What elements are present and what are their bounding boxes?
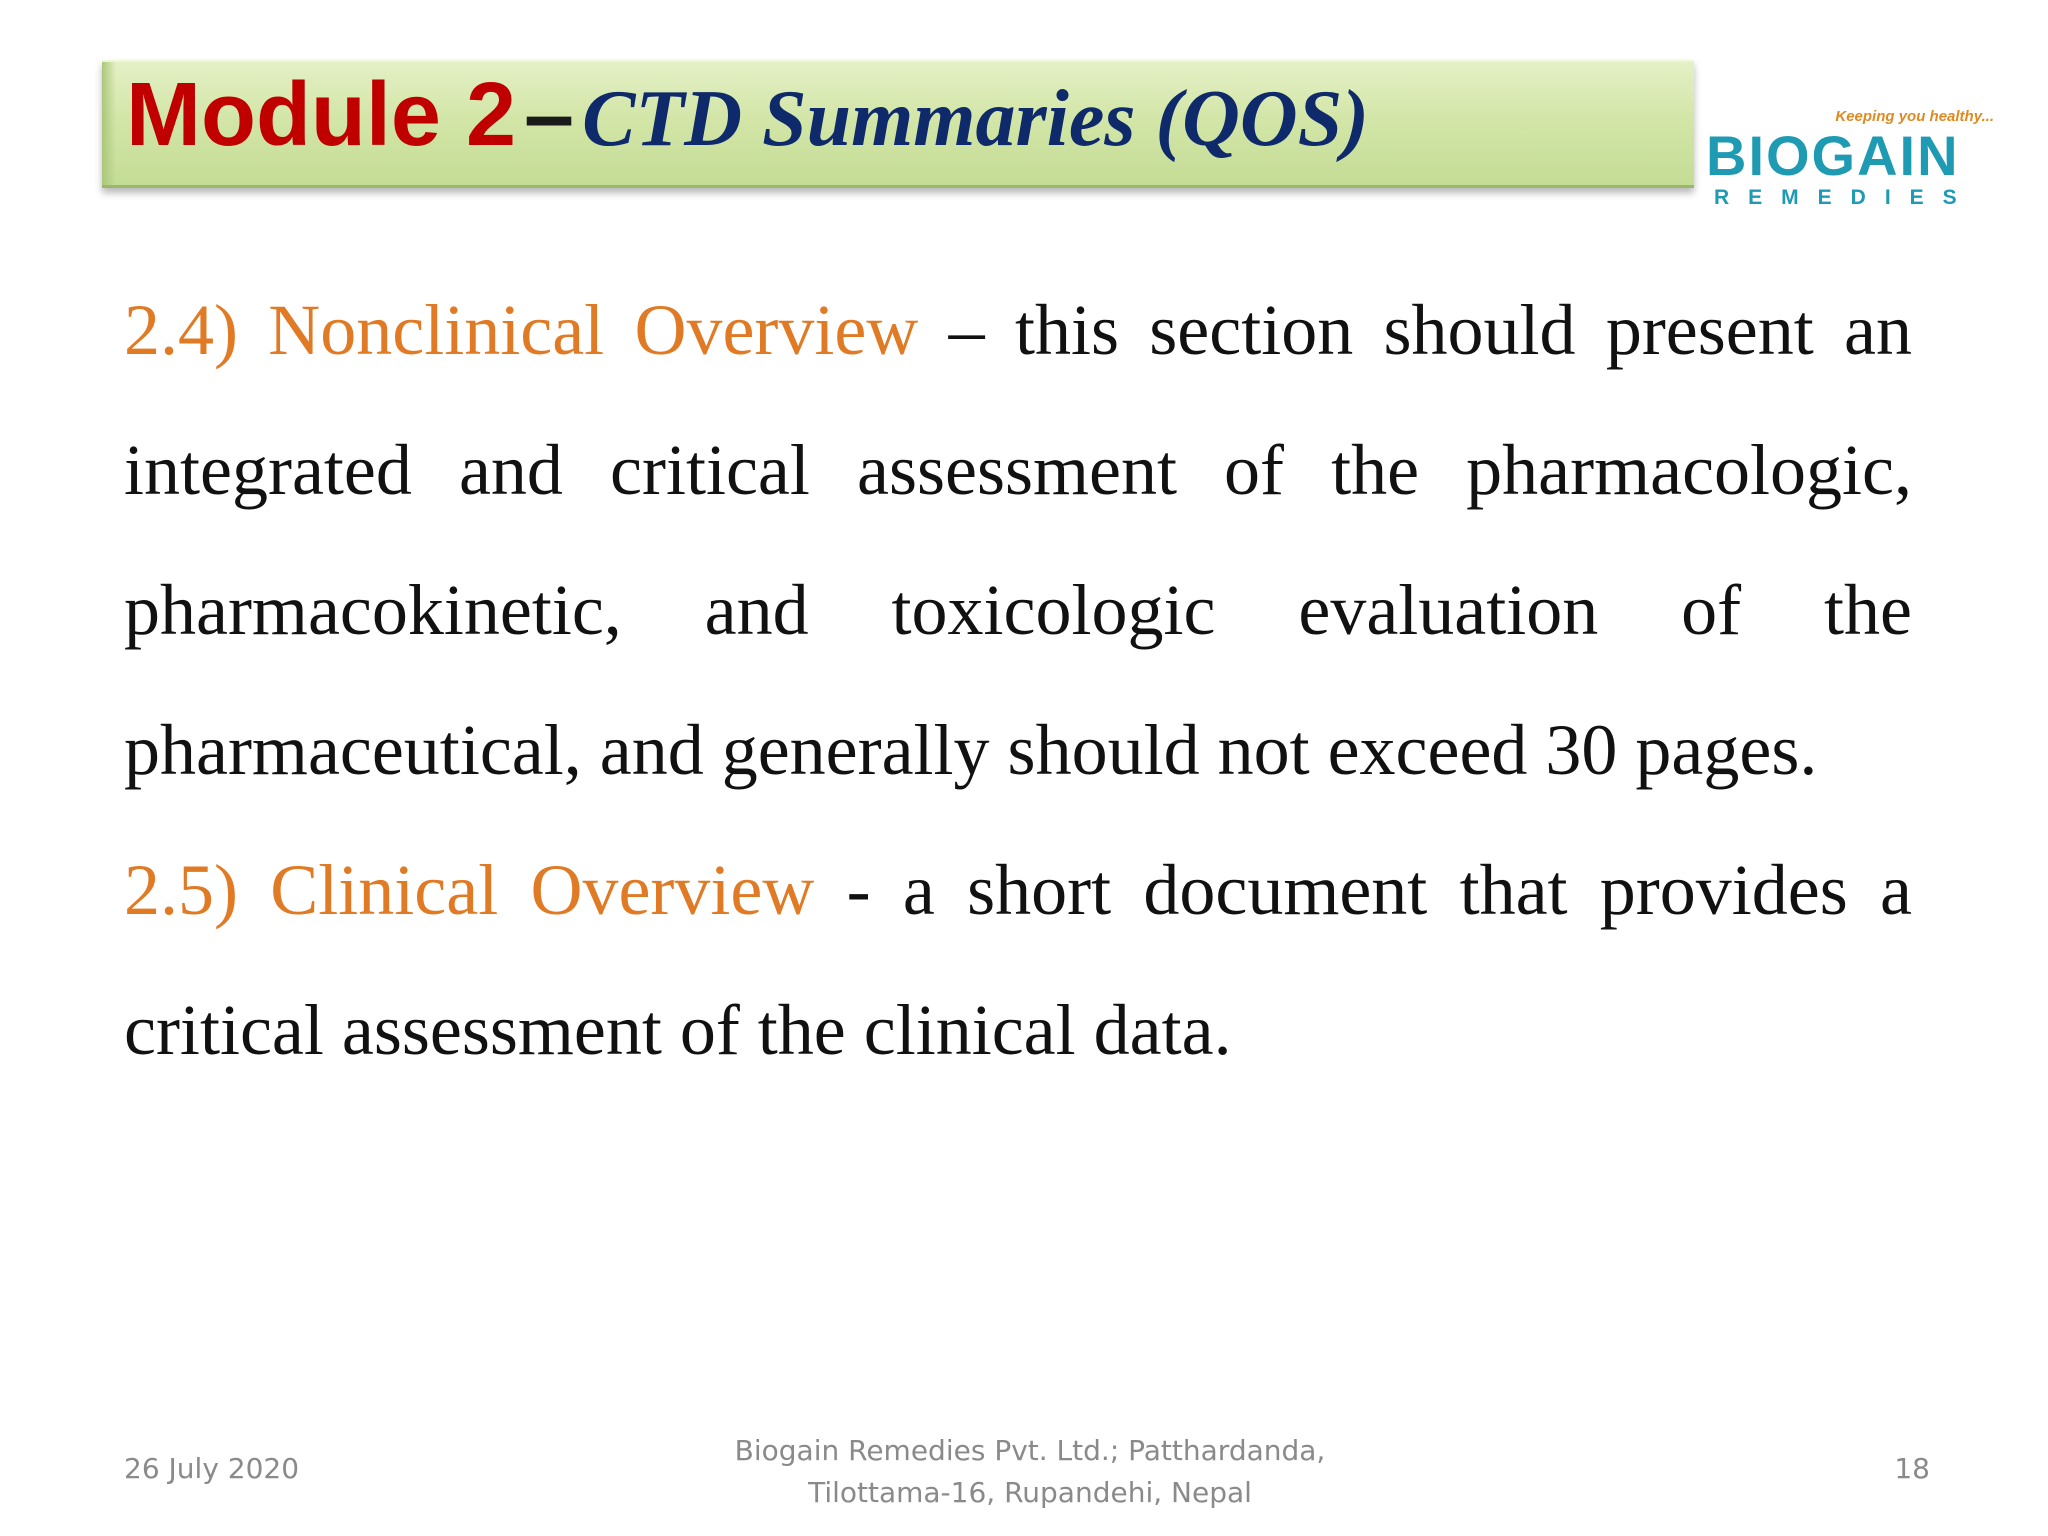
paragraph-nonclinical-overview [124,260,1912,820]
footer-company [700,1430,1360,1514]
logo-subtitle: REMEDIES [1714,186,1976,209]
heading-clinical-overview: 2.5) Clinical Overview [124,850,815,930]
logo-tagline: Keeping you healthy... [1835,108,1994,125]
title-module: Module 2 [126,65,517,165]
footer-company-line1: Biogain Remedies Pvt. Ltd.; Patthardanda, [734,1434,1326,1467]
footer-date: 26 July 2020 [124,1452,300,1485]
paragraph-clinical-overview [124,820,1912,1100]
logo-name: BIOGAIN [1706,124,1960,187]
company-logo [1700,100,2000,228]
title-bar [102,60,1694,188]
footer-page-number: 18 [1894,1452,1930,1485]
text-nonclinical-overview: – this section should present an integrated and critical assessment of the pharmacologic, pharmacokinetic, and toxicologic evaluation of the pharmaceutical, and generally should not exceed 30 pages. [124,290,1912,790]
title-subtitle: CTD Summaries (QOS) [582,75,1369,163]
slide-body [124,260,1912,1100]
title-dash: – [524,65,575,165]
text-clinical-overview: - a short document that provides a critical assessment of the clinical data. [124,850,1912,1070]
footer-company-line2: Tilottama-16, Rupandehi, Nepal [808,1476,1252,1509]
slide-title [126,65,1369,165]
heading-nonclinical-overview: 2.4) Nonclinical Overview [124,290,919,370]
